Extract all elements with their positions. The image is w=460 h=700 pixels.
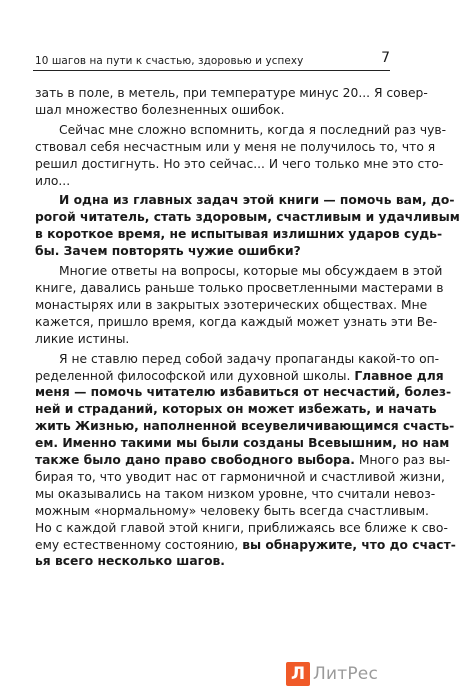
logo-letter: Л	[290, 664, 306, 684]
text-run: кажется, пришло время, когда каждый может узнать эти Ве-	[35, 314, 438, 329]
text-line	[35, 418, 455, 435]
text-run: Но с каждой главой этой книги, приближаясь все ближе к сво-	[35, 520, 448, 535]
text-run: ределенной философской или духовной школы.	[35, 368, 355, 383]
bold-run: бы. Зачем повторять чужие ошибки?	[35, 244, 301, 259]
text-line	[35, 139, 436, 156]
bold-run: меня — помочь читателю избавиться от несчастий, болез-	[35, 385, 452, 400]
bold-run: ем. Именно такими мы были созданы Всевышним, но нам	[35, 436, 450, 451]
text-run: ило...	[35, 173, 71, 188]
text-line	[35, 102, 390, 119]
text-line	[35, 226, 443, 243]
page-number: 7	[381, 50, 390, 66]
text-line	[35, 263, 443, 280]
site-name[interactable]: ЛитРес	[313, 664, 378, 684]
text-line	[35, 173, 390, 190]
bold-run: рогой читатель, стать здоровым, счастливым и удачливым	[35, 210, 460, 225]
paragraph	[35, 122, 447, 190]
text-line	[35, 209, 460, 226]
text-line	[35, 280, 444, 297]
text-line	[35, 368, 444, 385]
bold-run: также было дано право свободного выбора.	[35, 453, 355, 468]
text-run: Сейчас мне сложно вспомнить, когда я последний раз чув-	[59, 122, 447, 137]
text-run: бирая то, что уводит нас от гармоничной и счастливой жизни,	[35, 469, 445, 484]
paragraph	[35, 192, 460, 260]
running-title: 10 шагов на пути к счастью, здоровью и успеху	[35, 55, 304, 67]
text-line	[35, 314, 438, 331]
text-line	[35, 503, 429, 520]
text-run: ликие истины.	[35, 331, 130, 346]
text-line	[35, 435, 450, 452]
text-run: ствовал себя несчастным или у меня не получилось то, что я	[35, 139, 436, 154]
text-line	[35, 122, 447, 139]
text-line	[35, 192, 455, 209]
text-line	[35, 486, 436, 503]
text-line	[35, 85, 428, 102]
text-run: можным «нормальному» человеку быть всегда счастливым.	[35, 503, 429, 518]
text-run: Я не ставлю перед собой задачу пропаганды какой-то оп-	[59, 351, 440, 366]
text-line	[35, 243, 390, 260]
text-line	[35, 520, 448, 537]
text-line	[35, 297, 428, 314]
running-head	[33, 50, 390, 71]
text-run: Многие ответы на вопросы, которые мы обсуждаем в этой	[59, 264, 443, 279]
text-line	[35, 331, 390, 348]
text-run: ему естественному состоянию,	[35, 537, 243, 552]
text-line	[35, 452, 451, 469]
text-run: книге, давались раньше только просветленными мастерами в	[35, 280, 444, 295]
text-line	[35, 384, 452, 401]
text-line	[35, 537, 456, 554]
bold-run: вы обнаружите, что до счаст-	[242, 537, 456, 552]
bold-run: Главное для	[354, 368, 444, 383]
text-line	[35, 469, 445, 486]
bold-run: жить Жизнью, наполненной всеувеличивающимся счасть-	[35, 419, 455, 434]
paragraph	[35, 263, 444, 348]
text-run: зать в поле, в метель, при температуре минус 20... Я совер-	[35, 86, 428, 100]
body-text	[35, 85, 460, 573]
paragraph	[35, 351, 456, 571]
text-run: мы оказывались на таком низком уровне, что считали невоз-	[35, 486, 436, 501]
text-line	[35, 156, 444, 173]
text-line	[35, 401, 437, 418]
text-run: монастырях или в закрытых эзотерических обществах. Мне	[35, 297, 428, 312]
text-line	[35, 553, 390, 570]
text-run: решил достигнуть. Но это сейчас... И чего только мне это сто-	[35, 156, 444, 171]
bold-run: ья всего несколько шагов.	[35, 554, 225, 569]
litres-logo-icon[interactable]	[286, 662, 310, 686]
bold-run: в короткое время, не испытывая излишних ударов судь-	[35, 227, 443, 242]
paragraph	[35, 85, 428, 119]
text-run: Много раз вы-	[354, 453, 451, 468]
bold-run: И одна из главных задач этой книги — помочь вам, до-	[59, 193, 455, 208]
bold-run: ней и страданий, которых он может избежать, и начать	[35, 402, 437, 417]
text-line	[35, 351, 440, 368]
text-run: шал множество болезненных ошибок.	[35, 102, 285, 117]
